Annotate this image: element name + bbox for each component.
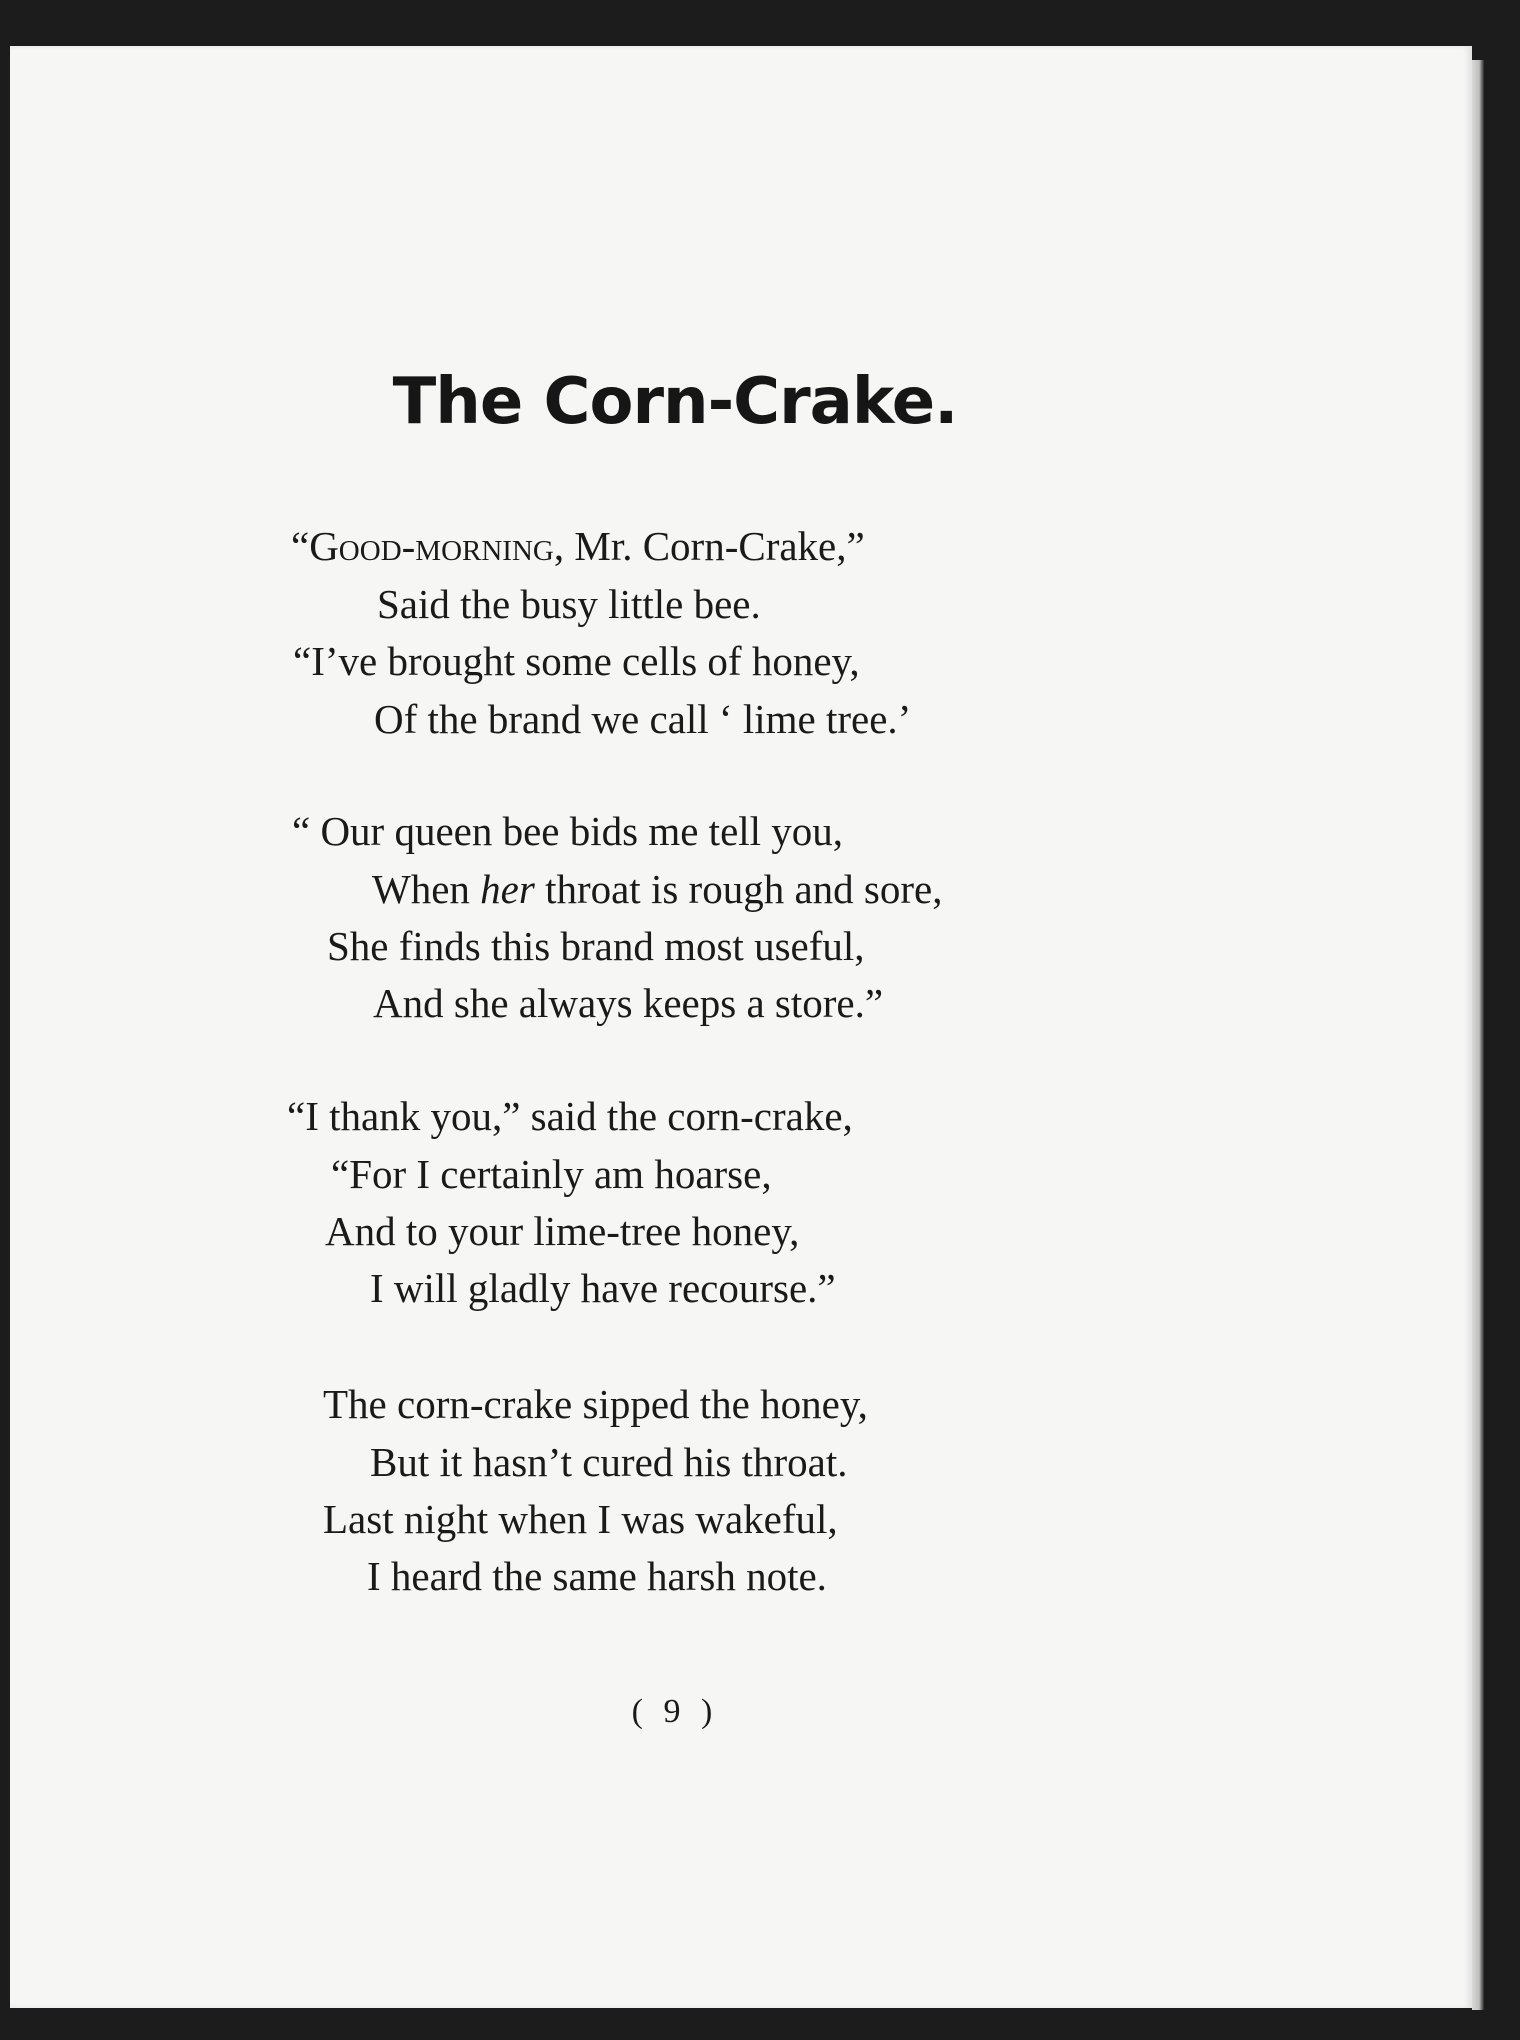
- poem-line: But it hasn’t cured his throat.: [370, 1439, 848, 1485]
- poem-line: “Good-morning, Mr. Corn-Crake,”: [291, 523, 865, 569]
- page-number: ( 9 ): [631, 1693, 719, 1730]
- poem-line: And she always keeps a store.”: [373, 980, 884, 1026]
- poem-line: Last night when I was wakeful,: [323, 1496, 838, 1542]
- poem-line: Said the busy little bee.: [377, 581, 761, 627]
- poem-line: “I’ve brought some cells of honey,: [293, 638, 860, 684]
- poem-line: And to your lime-tree honey,: [325, 1208, 800, 1254]
- poem-line: “ Our queen bee bids me tell you,: [292, 808, 844, 854]
- poem-line: I will gladly have recourse.”: [370, 1265, 836, 1311]
- poem-line: The corn-crake sipped the honey,: [323, 1381, 868, 1427]
- poem-line: When her throat is rough and sore,: [372, 866, 943, 912]
- poem-line: She finds this brand most useful,: [327, 923, 865, 969]
- page-edge: [1472, 60, 1484, 2010]
- poem-line: I heard the same harsh note.: [367, 1553, 827, 1599]
- poem-line: Of the brand we call ‘ lime tree.’: [374, 696, 912, 742]
- poem-line: “For I certainly am hoarse,: [331, 1151, 772, 1197]
- poem-line: “I thank you,” said the corn-crake,: [287, 1093, 853, 1139]
- poem-title: The Corn-Crake.: [392, 365, 958, 439]
